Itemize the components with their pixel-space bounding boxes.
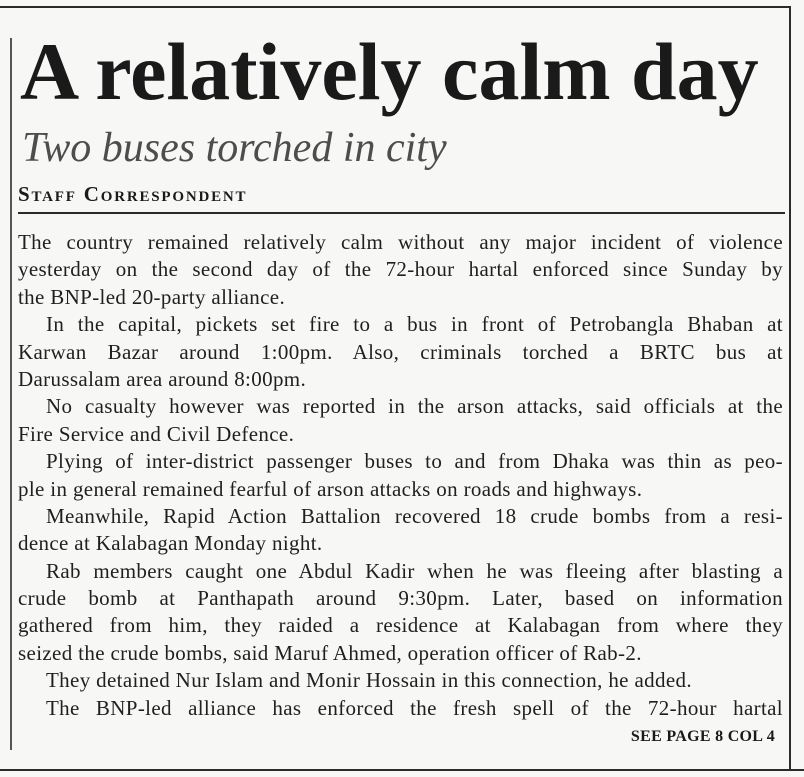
paragraph <box>18 229 783 311</box>
text-line: No casualty however was reported in the arson attacks, said officials at the <box>46 394 783 419</box>
paragraph <box>18 558 783 668</box>
article-body <box>18 229 783 722</box>
text-line: seized the crude bombs, said Maruf Ahmed, operation officer of Rab-2. <box>18 640 642 665</box>
text-line: Darussalam area around 8:00pm. <box>18 366 307 391</box>
text-line: the BNP-led 20-party alliance. <box>18 284 286 309</box>
text-line: Fire Service and Civil Defence. <box>18 421 295 446</box>
text-line: Plying of inter-district passenger buses to and from Dhaka was thin as peo- <box>46 449 783 474</box>
text-line: Meanwhile, Rapid Action Battalion recovered 18 crude bombs from a resi- <box>46 503 783 528</box>
text-line: The country remained relatively calm without any major incident of violence <box>18 230 783 254</box>
paragraph <box>18 667 783 694</box>
headline: A relatively calm day <box>20 26 759 117</box>
text-line: They detained Nur Islam and Monir Hossain in this connection, he added. <box>46 668 692 693</box>
text-line: dence at Kalabagan Monday night. <box>18 531 323 556</box>
continuation-note: SEE PAGE 8 COL 4 <box>630 728 775 745</box>
text-line: crude bomb at Panthapath around 9:30pm. Later, based on information <box>18 586 783 611</box>
paragraph <box>18 695 783 722</box>
paragraph <box>18 393 783 448</box>
text-line: In the capital, pickets set fire to a bus in front of Petrobangla Bhaban at <box>46 312 783 337</box>
frame-bottom-border <box>0 769 804 771</box>
subheadline: Two buses torched in city <box>22 125 447 171</box>
text-line: gathered from him, they raided a residence at Kalabagan from where they <box>18 613 783 638</box>
column-left-rule <box>10 38 12 750</box>
text-line: The BNP-led alliance has enforced the fresh spell of the 72-hour hartal <box>46 695 783 720</box>
frame-top-border <box>0 6 790 8</box>
headline-rule <box>18 212 785 214</box>
paragraph <box>18 311 783 393</box>
text-line: Karwan Bazar around 1:00pm. Also, criminals torched a BRTC bus at <box>18 339 783 364</box>
byline: Staff Correspondent <box>18 182 248 206</box>
paragraph <box>18 448 783 503</box>
paragraph <box>18 503 783 558</box>
text-line: yesterday on the second day of the 72-hour hartal enforced since Sunday by <box>18 257 783 282</box>
text-line: ple in general remained fearful of arson attacks on roads and highways. <box>18 476 643 501</box>
frame-right-border <box>789 6 791 770</box>
text-line: Rab members caught one Abdul Kadir when he was fleeing after blasting a <box>46 558 783 583</box>
